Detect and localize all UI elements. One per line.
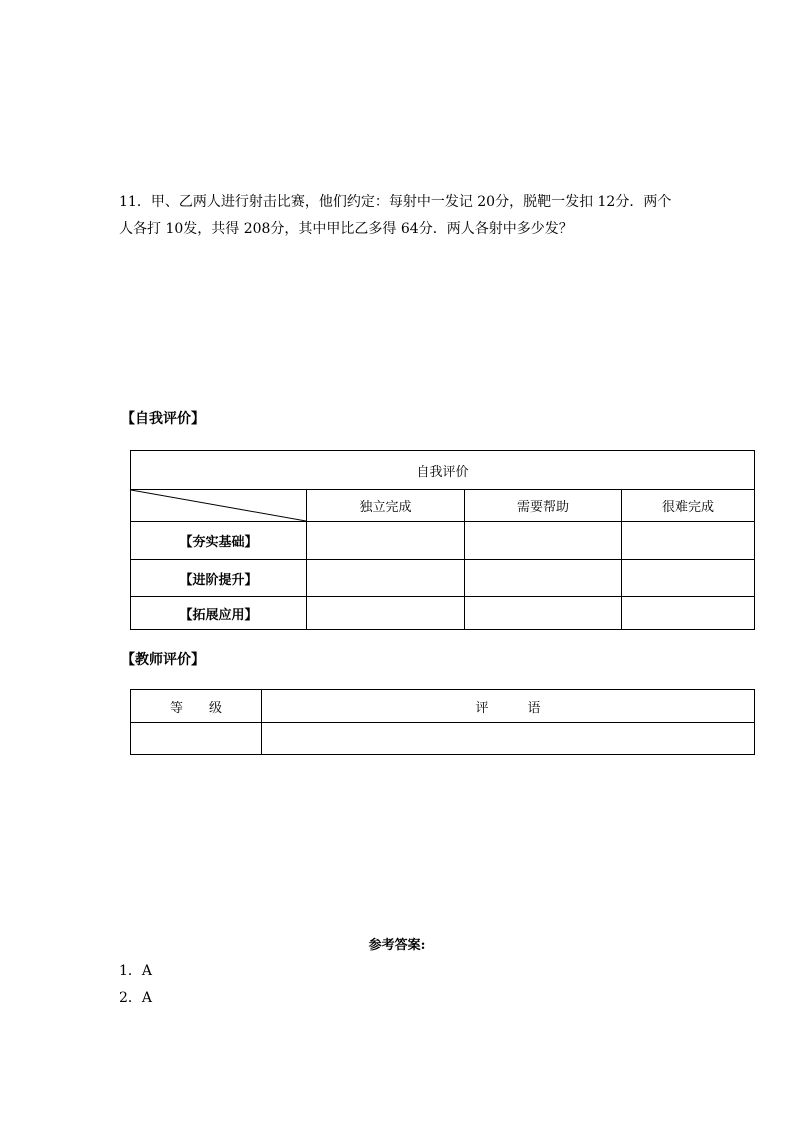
table-cell bbox=[307, 560, 465, 597]
self-eval-table-title: 自我评价 bbox=[131, 451, 755, 490]
table-cell bbox=[622, 597, 755, 630]
comment-cell bbox=[262, 723, 755, 755]
diagonal-line bbox=[131, 490, 306, 521]
self-eval-heading: 【自我评价】 bbox=[121, 411, 205, 427]
table-cell bbox=[307, 522, 465, 560]
column-header-independent: 独立完成 bbox=[307, 490, 465, 522]
answer-item-2: 2．A bbox=[119, 990, 153, 1006]
table-cell bbox=[465, 597, 622, 630]
answer-item-1: 1．A bbox=[119, 963, 153, 979]
teacher-eval-heading: 【教师评价】 bbox=[121, 652, 205, 668]
table-cell bbox=[307, 597, 465, 630]
table-cell bbox=[622, 522, 755, 560]
problem-text-line-1: 11．甲、乙两人进行射击比赛，他们约定：每射中一发记 20分，脱靶一发扣 12分．两个 bbox=[119, 194, 672, 210]
row-label-extension: 【拓展应用】 bbox=[131, 597, 307, 630]
teacher-eval-table bbox=[130, 689, 755, 755]
answers-title: 参考答案: bbox=[368, 938, 426, 953]
column-header-need-help: 需要帮助 bbox=[465, 490, 622, 522]
row-label-basics: 【夯实基础】 bbox=[131, 522, 307, 560]
column-header-difficult: 很难完成 bbox=[622, 490, 755, 522]
table-cell bbox=[622, 560, 755, 597]
row-label-advanced: 【进阶提升】 bbox=[131, 560, 307, 597]
diagonal-header-cell bbox=[131, 490, 307, 522]
table-cell bbox=[465, 560, 622, 597]
comment-header: 评 语 bbox=[262, 690, 755, 723]
problem-text-line-2: 人各打 10发，共得 208分，其中甲比乙多得 64分．两人各射中多少发？ bbox=[119, 221, 573, 237]
grade-cell bbox=[131, 723, 262, 755]
table-cell bbox=[465, 522, 622, 560]
self-eval-table bbox=[130, 450, 755, 630]
grade-header: 等 级 bbox=[131, 690, 262, 723]
